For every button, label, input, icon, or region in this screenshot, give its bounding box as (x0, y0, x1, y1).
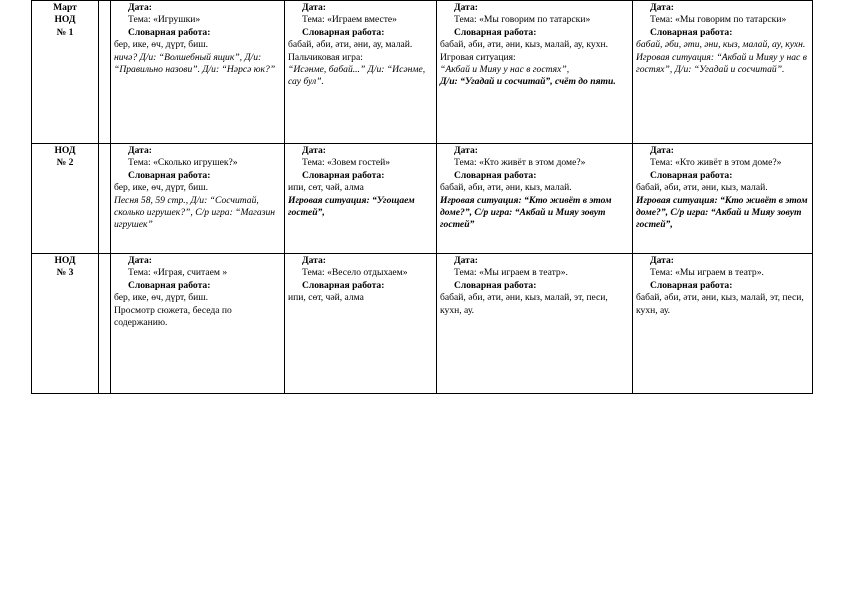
lesson-text: бабай, әби, әти, әни, ау, малай. Пальчиковая игра: (288, 39, 413, 63)
lesson-text: бер, ике, өч, дүрт, биш. (114, 39, 209, 51)
vocabulary-label: Словарная работа: (454, 279, 537, 291)
lesson-text: Песня 58, 59 стр., Д/и: “Сосчитай, сколько игрушек?”, С/р игра: “Магазин игрушек” (114, 194, 276, 231)
lesson-theme: Тема: «Мы говорим по татарски» (650, 14, 787, 26)
lesson-text: “Акбай и Мияу у нас в гостях”, (440, 64, 570, 76)
date-label: Дата: (454, 145, 478, 156)
lesson-cell (111, 254, 285, 394)
lesson-cell (437, 254, 633, 394)
lesson-theme: Тема: «Кто живёт в этом доме?» (650, 157, 782, 169)
date-label: Дата: (302, 255, 326, 266)
lesson-text: Игровая ситуация: “Угощаем гостей”, (288, 194, 415, 219)
vocabulary-label: Словарная работа: (302, 26, 385, 38)
lesson-text: “Исәнме, бабай...” Д/и: “Исәнме, сау бул”. (288, 64, 426, 88)
date-label: Дата: (454, 2, 478, 13)
vocabulary-label: Словарная работа: (650, 169, 733, 181)
date-label: Дата: (128, 2, 152, 13)
lesson-cell (633, 144, 813, 254)
lesson-cell (437, 1, 633, 144)
lesson-text: Игровая ситуация: “Кто живёт в этом доме?”, С/р игра: “Акбай и Мияу зовут гостей”, (636, 194, 808, 231)
vocabulary-label: Словарная работа: (454, 169, 537, 181)
lesson-theme: Тема: «Мы играем в театр». (454, 267, 568, 279)
vocabulary-label: Словарная работа: (128, 26, 211, 38)
spacer-cell (99, 144, 111, 254)
lesson-text: бабай, әби, әти, әни, кыз, малай. (440, 182, 572, 194)
lesson-cell (285, 1, 437, 144)
lesson-theme: Тема: «Кто живёт в этом доме?» (454, 157, 586, 169)
row-header-line: НОД (54, 255, 76, 266)
lesson-text: ипи, сөт, чәй, алма (288, 292, 364, 304)
lesson-theme: Тема: «Зовем гостей» (302, 157, 391, 169)
lesson-text: бабай, әби, әти, әни, кыз, малай. (636, 182, 768, 194)
vocabulary-label: Словарная работа: (302, 279, 385, 291)
lesson-text: бер, ике, өч, дүрт, биш. (114, 292, 209, 304)
vocabulary-label: Словарная работа: (128, 279, 211, 291)
date-label: Дата: (650, 145, 674, 156)
lesson-theme: Тема: «Мы играем в театр». (650, 267, 764, 279)
lesson-cell (111, 144, 285, 254)
lesson-text: бабай, әби, әти, әни, кыз, малай, ау, кухн. Игровая ситуация: “Акбай и Мияу у нас в гостях”, Д/и: “Угадай и сосчитай”. (636, 39, 807, 76)
lesson-cell (633, 1, 813, 144)
lesson-theme: Тема: «Играя, считаем » (128, 267, 228, 279)
lesson-theme: Тема: «Играем вместе» (302, 14, 397, 26)
lesson-text: Д/и: “Угадай и сосчитай”, счёт до пяти. (440, 76, 616, 88)
lesson-cell (111, 1, 285, 144)
date-label: Дата: (302, 2, 326, 13)
row-header (32, 254, 99, 394)
lesson-text: Игровая ситуация: “Кто живёт в этом доме?”, С/р игра: “Акбай и Мияу зовут гостей” (440, 194, 612, 231)
lesson-text: бабай, әби, әти, әни, кыз, малай, эт, песи, кухн, ау. (636, 292, 804, 316)
lesson-theme: Тема: «Игрушки» (128, 14, 201, 26)
date-label: Дата: (128, 255, 152, 266)
lesson-cell (285, 254, 437, 394)
lesson-text: Просмотр сюжета, беседа по содержанию. (114, 304, 232, 329)
row-header-line: № 2 (56, 157, 74, 169)
lesson-theme: Тема: «Мы говорим по татарски» (454, 14, 591, 26)
plan-row (32, 1, 813, 144)
vocabulary-label: Словарная работа: (650, 279, 733, 291)
lesson-cell (633, 254, 813, 394)
spacer-cell (99, 254, 111, 394)
row-header-line: № 3 (56, 267, 74, 279)
vocabulary-label: Словарная работа: (454, 26, 537, 38)
lesson-text: бабай, әби, әти, әни, кыз, малай, эт, песи, кухн, ау. (440, 292, 608, 316)
lesson-text: бабай, әби, әти, әни, кыз, малай, ау, кухн. Игровая ситуация: (440, 39, 609, 63)
date-label: Дата: (128, 145, 152, 156)
lesson-cell (437, 144, 633, 254)
plan-row (32, 254, 813, 394)
spacer-cell (99, 1, 111, 144)
date-label: Дата: (454, 255, 478, 266)
lesson-text: ничә? Д/и: “Волшебный ящик”, Д/и: “Правильно назови”. Д/и: “Нәрсә юк?” (114, 51, 276, 76)
date-label: Дата: (650, 255, 674, 266)
lesson-cell (285, 144, 437, 254)
lesson-text: ипи, сөт, чәй, алма (288, 182, 364, 194)
vocabulary-label: Словарная работа: (128, 169, 211, 181)
vocabulary-label: Словарная работа: (650, 26, 733, 38)
row-header-line: НОД (54, 14, 76, 26)
row-header-line: НОД (54, 145, 76, 156)
row-header-line: Март (53, 2, 77, 13)
lesson-theme: Тема: «Весело отдыхаем» (302, 267, 408, 279)
row-header (32, 1, 99, 144)
vocabulary-label: Словарная работа: (302, 169, 385, 181)
plan-row (32, 144, 813, 254)
row-header-line: № 1 (56, 26, 74, 38)
lesson-plan-table (31, 0, 813, 394)
date-label: Дата: (650, 2, 674, 13)
lesson-text: бер, ике, өч, дүрт, биш. (114, 182, 209, 194)
row-header (32, 144, 99, 254)
lesson-theme: Тема: «Сколько игрушек?» (128, 157, 238, 169)
lesson-plan-body (32, 1, 813, 394)
date-label: Дата: (302, 145, 326, 156)
